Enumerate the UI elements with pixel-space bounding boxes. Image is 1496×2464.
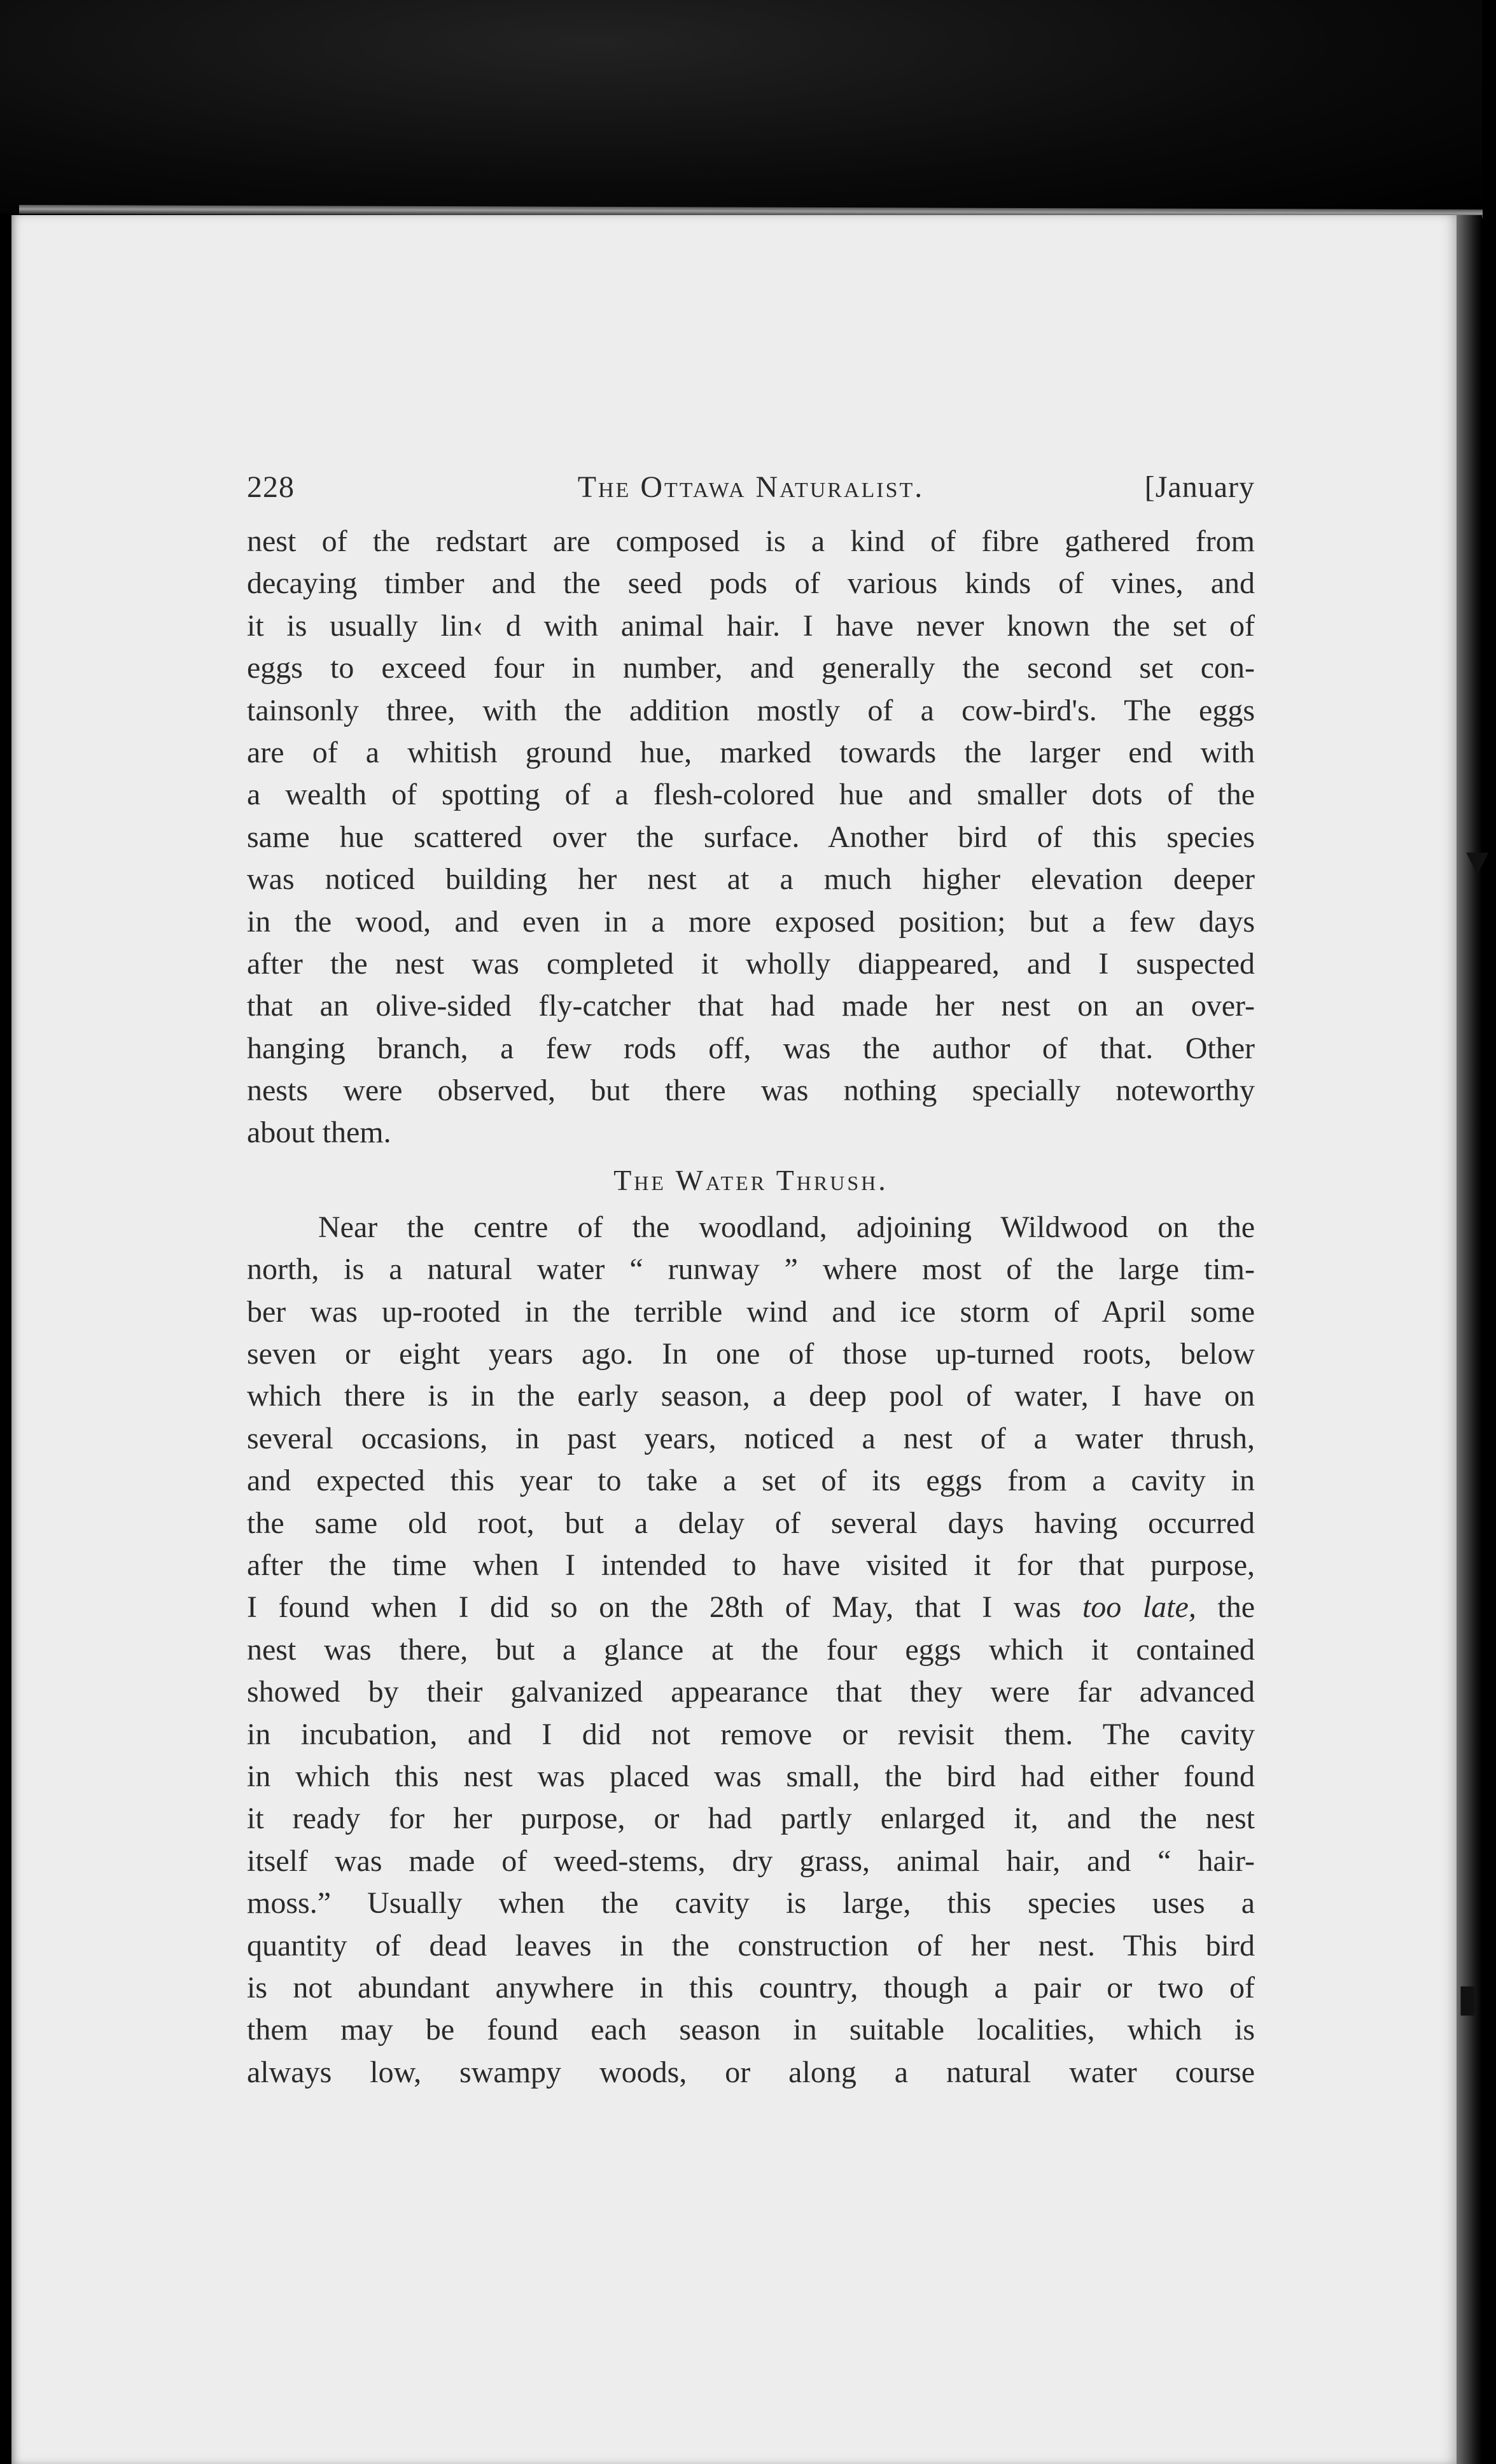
- text-line: in which this nest was placed was small, the bird had either found: [247, 1759, 1255, 1793]
- text-line: tainsonly three, with the addition mostly of a cow-bird's. The eggs: [247, 693, 1255, 727]
- text-span: the: [1217, 1590, 1255, 1625]
- text-line: it is usually lin‹ d with animal hair. I have never known the set of: [247, 608, 1255, 643]
- text-line: is not abundant anywhere in this country, though a pair or two of: [247, 1970, 1255, 2005]
- text-line: in the wood, and even in a more exposed position; but a few days: [247, 904, 1255, 939]
- text-line: them may be found each season in suitable localities, which is: [247, 2013, 1255, 2047]
- page-number: 228: [247, 470, 295, 504]
- text-line: moss.” Usually when the cavity is large, this species uses a: [247, 1886, 1255, 1921]
- text-line: same hue scattered over the surface. Another bird of this species: [247, 820, 1255, 854]
- text-line: in incubation, and I did not remove or revisit them. The cavity: [247, 1717, 1255, 1751]
- issue-month: [January: [1144, 470, 1255, 504]
- text-line: showed by their galvanized appearance that they were far advanced: [247, 1675, 1255, 1709]
- text-line: always low, swampy woods, or along a natural water course: [247, 2055, 1255, 2089]
- italic-phrase: too late,: [1082, 1590, 1196, 1625]
- text-line: eggs to exceed four in number, and generally the second set con-: [247, 651, 1255, 685]
- text-line: which there is in the early season, a deep pool of water, I have on: [247, 1379, 1255, 1413]
- text-line: itself was made of weed-stems, dry grass, animal hair, and “ hair-: [247, 1844, 1255, 1878]
- text-line: hanging branch, a few rods off, was the author of that. Other: [247, 1031, 1255, 1065]
- text-line-with-italic: [247, 1586, 1255, 1628]
- text-span: I found when I did so on the 28th of May, that I was: [247, 1590, 1061, 1625]
- text-line: several occasions, in past years, noticed a nest of a water thrush,: [247, 1421, 1255, 1455]
- text-line: ber was up-rooted in the terrible wind and ice storm of April some: [247, 1294, 1255, 1329]
- paragraph-water-thrush: [247, 1207, 1255, 2094]
- section-heading: The Water Thrush.: [613, 1163, 888, 1196]
- margin-mark: ▮: [1457, 1977, 1479, 2019]
- journal-title: The Ottawa Naturalist.: [577, 470, 925, 504]
- text-line: after the time when I intended to have visited it for that purpose,: [247, 1548, 1255, 1582]
- text-line: nest was there, but a glance at the four eggs which it contained: [247, 1632, 1255, 1667]
- text-line: quantity of dead leaves in the construction of her nest. This bird: [247, 1928, 1255, 1963]
- page-content: [247, 463, 1255, 2094]
- text-line: decaying timber and the seed pods of various kinds of vines, and: [247, 566, 1255, 601]
- page-gutter-shadow: [1457, 215, 1482, 2464]
- text-line: the same old root, but a delay of several days having occurred: [247, 1506, 1255, 1540]
- running-header: [247, 463, 1255, 521]
- margin-mark: ▼: [1458, 841, 1496, 883]
- text-line: about them.: [247, 1116, 391, 1150]
- text-line: north, is a natural water “ runway ” where most of the large tim-: [247, 1252, 1255, 1287]
- text-line: it ready for her purpose, or had partly enlarged it, and the nest: [247, 1802, 1255, 1836]
- text-line: nest of the redstart are composed is a kind of fibre gathered from: [247, 524, 1255, 558]
- text-line: a wealth of spotting of a flesh-colored hue and smaller dots of the: [247, 778, 1255, 812]
- text-line: was noticed building her nest at a much higher elevation deeper: [247, 862, 1255, 897]
- text-line: and expected this year to take a set of its eggs from a cavity in: [247, 1464, 1255, 1498]
- text-line: nests were observed, but there was nothing specially noteworthy: [247, 1074, 1255, 1108]
- text-line: are of a whitish ground hue, marked towards the larger end with: [247, 735, 1255, 769]
- scan-background: [0, 0, 1482, 213]
- text-line: after the nest was completed it wholly diappeared, and I suspected: [247, 946, 1255, 981]
- text-line: Near the centre of the woodland, adjoining Wildwood on the: [318, 1210, 1255, 1244]
- text-line: that an olive-sided fly-catcher that had made her nest on an over-: [247, 989, 1255, 1023]
- paragraph-redstart: [247, 521, 1255, 1154]
- text-line: seven or eight years ago. In one of those up-turned roots, below: [247, 1337, 1255, 1371]
